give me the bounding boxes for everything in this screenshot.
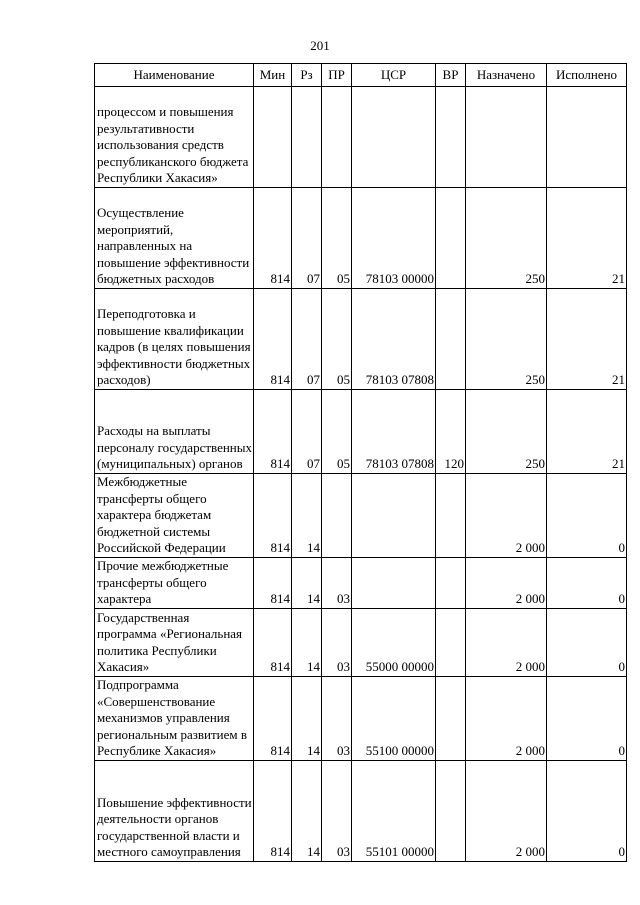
row-rz: 14 <box>292 609 322 677</box>
row-name: Переподготовка и повышение квалификации кадров (в целях повышения эффективности бюджетных расходов) <box>95 289 254 390</box>
row-assigned: 250 <box>466 188 547 289</box>
row-name: Осуществление мероприятий, направленных на повышение эффективности бюджетных расходов <box>95 188 254 289</box>
row-vr <box>436 188 466 289</box>
row-min: 814 <box>254 390 292 474</box>
row-csr <box>352 474 436 558</box>
row-vr <box>436 474 466 558</box>
row-name: Государственная программа «Региональная политика Республики Хакасия» <box>95 609 254 677</box>
row-assigned: 2 000 <box>466 761 547 862</box>
row-name: Прочие межбюджетные трансферты общего характера <box>95 558 254 609</box>
row-vr <box>436 677 466 761</box>
row-min: 814 <box>254 474 292 558</box>
row-executed: 0 <box>547 558 627 609</box>
row-min: 814 <box>254 289 292 390</box>
row-pr <box>322 87 352 188</box>
row-rz: 14 <box>292 474 322 558</box>
row-assigned <box>466 87 547 188</box>
row-pr: 03 <box>322 609 352 677</box>
row-rz: 14 <box>292 677 322 761</box>
header-name: Наименование <box>95 64 254 87</box>
header-assigned: Назначено <box>466 64 547 87</box>
row-min <box>254 87 292 188</box>
row-pr: 03 <box>322 677 352 761</box>
table-row <box>95 474 627 558</box>
row-rz: 14 <box>292 761 322 862</box>
row-vr <box>436 87 466 188</box>
row-executed: 0 <box>547 677 627 761</box>
row-pr: 03 <box>322 761 352 862</box>
table-row <box>95 558 627 609</box>
header-min: Мин <box>254 64 292 87</box>
row-csr: 55100 00000 <box>352 677 436 761</box>
row-name: Повышение эффективности деятельности органов государственной власти и местного самоуправления <box>95 761 254 862</box>
header-vr: ВР <box>436 64 466 87</box>
row-pr <box>322 474 352 558</box>
row-executed: 21 <box>547 188 627 289</box>
row-rz: 07 <box>292 289 322 390</box>
row-pr: 05 <box>322 188 352 289</box>
row-assigned: 2 000 <box>466 677 547 761</box>
budget-table <box>94 63 627 862</box>
row-assigned: 250 <box>466 390 547 474</box>
row-vr <box>436 558 466 609</box>
table-row <box>95 390 627 474</box>
row-executed: 0 <box>547 474 627 558</box>
row-vr: 120 <box>436 390 466 474</box>
table-row <box>95 289 627 390</box>
row-assigned: 2 000 <box>466 558 547 609</box>
header-rz: Рз <box>292 64 322 87</box>
row-assigned: 2 000 <box>466 609 547 677</box>
row-vr <box>436 609 466 677</box>
row-vr <box>436 289 466 390</box>
row-executed: 0 <box>547 609 627 677</box>
row-min: 814 <box>254 677 292 761</box>
row-executed <box>547 87 627 188</box>
row-min: 814 <box>254 558 292 609</box>
row-executed: 0 <box>547 761 627 862</box>
row-min: 814 <box>254 609 292 677</box>
row-assigned: 2 000 <box>466 474 547 558</box>
row-csr <box>352 558 436 609</box>
table-row <box>95 609 627 677</box>
row-executed: 21 <box>547 289 627 390</box>
row-min: 814 <box>254 761 292 862</box>
table-row <box>95 761 627 862</box>
page-number: 201 <box>310 38 330 53</box>
header-pr: ПР <box>322 64 352 87</box>
row-csr <box>352 87 436 188</box>
row-csr: 78103 07808 <box>352 289 436 390</box>
row-name: Подпрограмма «Совершенствование механизмов управления региональным развитием в Республике Хакасия» <box>95 677 254 761</box>
table-header-row <box>95 64 627 87</box>
row-executed: 21 <box>547 390 627 474</box>
header-csr: ЦСР <box>352 64 436 87</box>
row-name: Межбюджетные трансферты общего характера бюджетам бюджетной системы Российской Федерации <box>95 474 254 558</box>
table-row <box>95 677 627 761</box>
row-name: процессом и повышения результативности использования средств республиканского бюджета Республики Хакасия» <box>95 87 254 188</box>
row-pr: 05 <box>322 289 352 390</box>
row-rz: 07 <box>292 390 322 474</box>
row-min: 814 <box>254 188 292 289</box>
row-rz <box>292 87 322 188</box>
row-assigned: 250 <box>466 289 547 390</box>
row-rz: 07 <box>292 188 322 289</box>
row-csr: 55101 00000 <box>352 761 436 862</box>
row-vr <box>436 761 466 862</box>
table-row <box>95 87 627 188</box>
row-csr: 78103 00000 <box>352 188 436 289</box>
row-rz: 14 <box>292 558 322 609</box>
row-csr: 55000 00000 <box>352 609 436 677</box>
row-name: Расходы на выплаты персоналу государственных (муниципальных) органов <box>95 390 254 474</box>
row-pr: 05 <box>322 390 352 474</box>
header-executed: Исполнено <box>547 64 627 87</box>
table-row <box>95 188 627 289</box>
row-csr: 78103 07808 <box>352 390 436 474</box>
row-pr: 03 <box>322 558 352 609</box>
